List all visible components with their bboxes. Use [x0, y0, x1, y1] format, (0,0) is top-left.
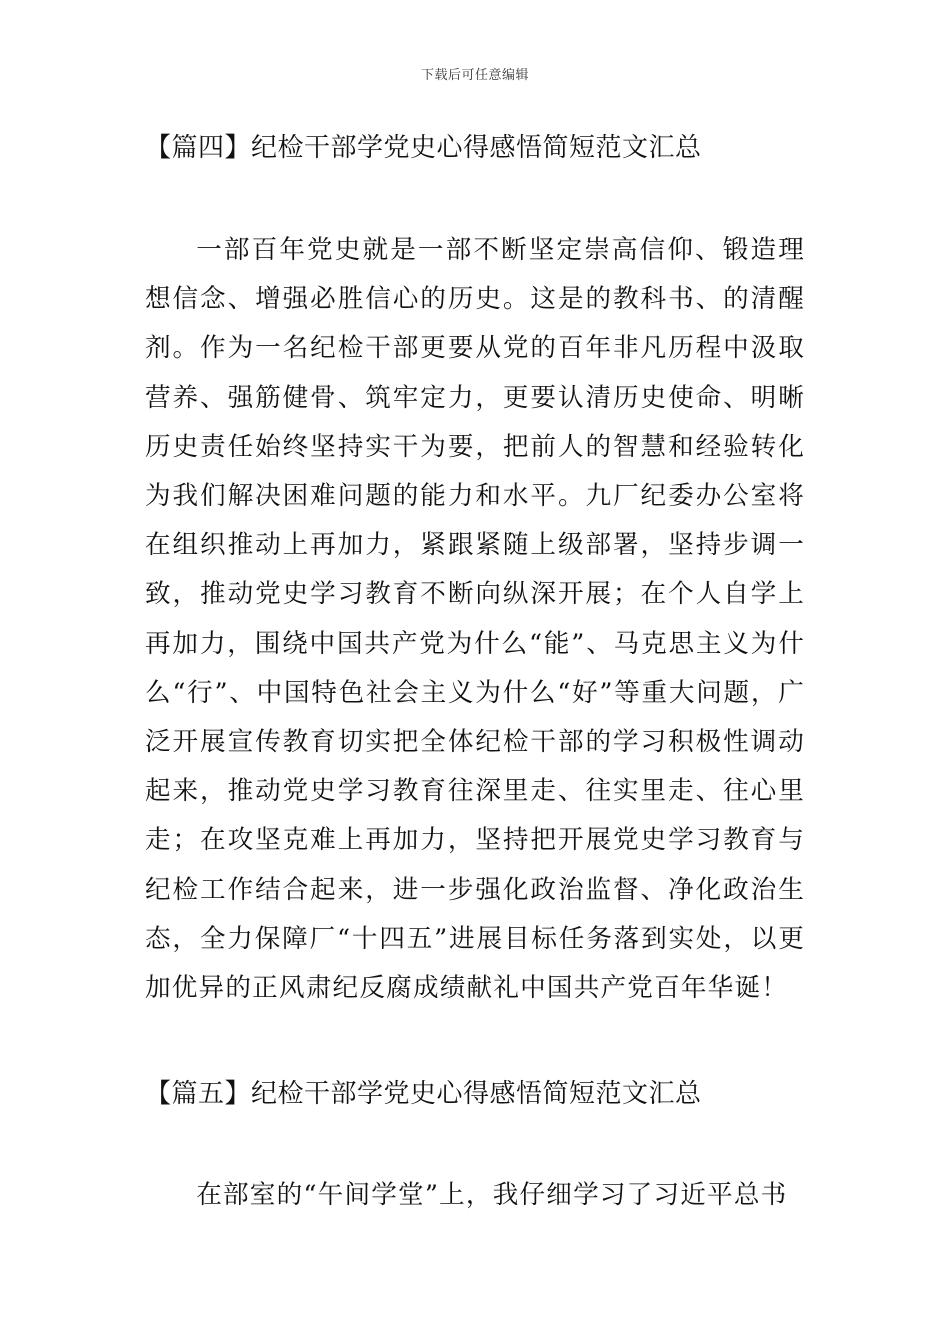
section-paragraph-5: 在部室的“午间学堂”上，我仔细学习了习近平总书	[196, 1180, 788, 1210]
section-paragraph-4: 一部百年党史就是一部不断坚定崇高信仰、锻造理想信念、增强必胜信心的历史。这是的教科书、的清醒剂。作为一名纪检干部更要从党的百年非凡历程中汲取营养、强筋健骨、筑牢定力，更要认清历史使命、明晰历史责任始终坚持实干为要，把前人的智慧和经验转化为我们解决困难问题的能力和水平。九厂纪委办公室将在组织推动上再加力，紧跟紧随上级部署，坚持步调一致，推动党史学习教育不断向纵深开展；在个人自学上再加力，围绕中国共产党为什么“能”、马克思主义为什么“行”、中国特色社会主义为什么“好”等重大问题，广泛开展宣传教育切实把全体纪检干部的学习积极性调动起来，推动党史学习教育往深里走、往实里走、往心里走；在攻坚克难上再加力，坚持把开展党史学习教育与纪检工作结合起来，进一步强化政治监督、净化政治生态，全力保障厂“十四五”进展目标任务落到实处，以更加优异的正风肃纪反腐成绩献礼中国共产党百年华诞！	[145, 235, 805, 1004]
header-note: 下载后可任意编辑	[420, 68, 529, 83]
section-title-4: 【篇四】纪检干部学党史心得感悟简短范文汇总	[145, 133, 702, 163]
section-title-5: 【篇五】纪检干部学党史心得感悟简短范文汇总	[145, 1079, 702, 1109]
